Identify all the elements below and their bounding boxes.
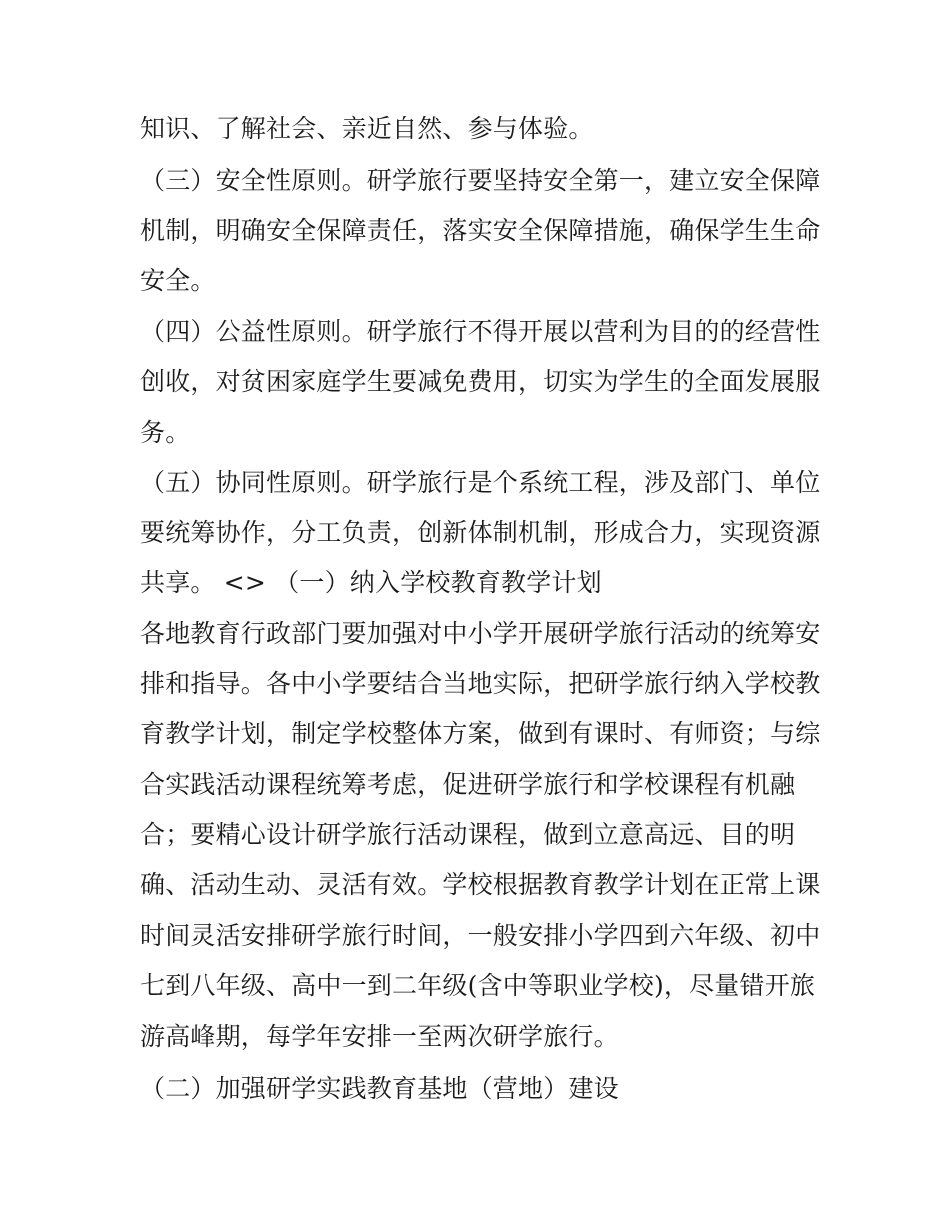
text-line: 机制，明确安全保障责任，落实安全保障措施，确保学生生命 [140,216,821,245]
text-line: 时间灵活安排研学旅行时间，一般安排小学四到六年级、初中 [140,921,821,950]
text-line: 共享。 <> （一）纳入学校教育教学计划 [140,568,602,597]
text-line: 确、活动生动、灵活有效。学校根据教育教学计划在正常上课 [140,870,821,899]
text-line: 合；要精心设计研学旅行活动课程，做到立意高远、目的明 [140,820,796,849]
text-line: 七到八年级、高中一到二年级(含中等职业学校)，尽量错开旅 [140,971,816,1000]
text-line: 育教学计划，制定学校整体方案，做到有课时、有师资；与综 [140,719,821,748]
text-line: 要统筹协作，分工负责，创新体制机制，形成合力，实现资源 [140,518,821,547]
text-line: 安全。 [140,266,216,295]
text-line: 各地教育行政部门要加强对中小学开展研学旅行活动的统筹安 [140,619,821,648]
text-line: 游高峰期，每学年安排一至两次研学旅行。 [140,1022,619,1051]
text-line: 知识、了解社会、亲近自然、参与体验。 [140,114,594,143]
text-line: 创收，对贫困家庭学生要减免费用，切实为学生的全面发展服 [140,367,821,396]
text-line: （二）加强研学实践教育基地（营地）建设 [140,1074,619,1103]
text-line: （四）公益性原则。研学旅行不得开展以营利为目的的经营性 [140,317,821,346]
text-line: （三）安全性原则。研学旅行要坚持安全第一，建立安全保障 [140,166,821,195]
text-line: 务。 [140,418,191,447]
text-line: 排和指导。各中小学要结合当地实际，把研学旅行纳入学校教 [140,669,821,698]
text-line: （五）协同性原则。研学旅行是个系统工程，涉及部门、单位 [140,468,821,497]
text-line: 合实践活动课程统筹考虑，促进研学旅行和学校课程有机融 [140,770,796,799]
